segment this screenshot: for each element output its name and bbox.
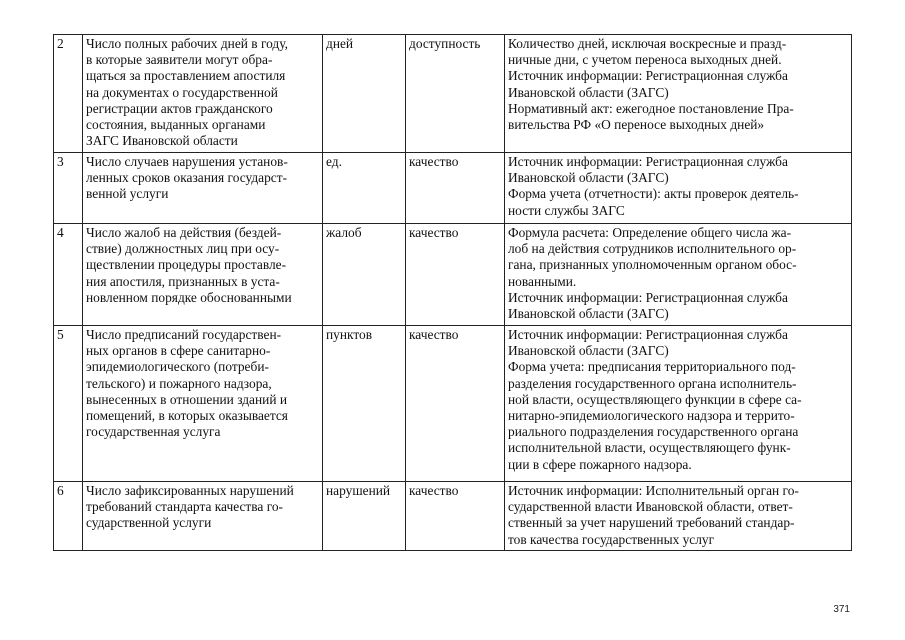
unit-cell: пунктов	[323, 326, 406, 482]
table-row	[54, 482, 852, 551]
row-number: 4	[54, 224, 83, 326]
source-cell: Источник информации: Регистрационная служба Ивановской области (ЗАГС) Форма учета: предписания территориального под- разделения государственного органа исполнитель- ной власти, осуществляющего функции в сфере са- нитарно-эпидемиологического надзора и террито- риального подразделения государственного органа исполнительной власти, осуществляющего функ- ции в сфере пожарного надзора.	[505, 326, 852, 482]
table-row	[54, 153, 852, 224]
indicator-name: Число жалоб на действия (бездей- ствие) должностных лиц при осу- ществлении процедуры проставле- ния апостиля, признанных в уста- новленном порядке обоснованными	[83, 224, 323, 326]
indicator-name: Число полных рабочих дней в году, в которые заявители могут обра- щаться за проставлением апостиля на документах о государственной регистрации актов гражданского состояния, выданных органами ЗАГС Ивановской области	[83, 35, 323, 153]
source-cell: Количество дней, исключая воскресные и празд- ничные дни, с учетом переноса выходных дней. Источник информации: Регистрационная служба Ивановской области (ЗАГС) Нормативный акт: ежегодное постановление Пра- вительства РФ «О переносе выходных дней»	[505, 35, 852, 153]
row-number: 6	[54, 482, 83, 551]
indicators-table	[53, 34, 852, 551]
indicator-type: доступность	[406, 35, 505, 153]
table-row	[54, 224, 852, 326]
source-cell: Формула расчета: Определение общего числа жа- лоб на действия сотрудников исполнительного ор- гана, признанных уполномоченным органом обос- нованными. Источник информации: Регистрационная служба Ивановской области (ЗАГС)	[505, 224, 852, 326]
row-number: 2	[54, 35, 83, 153]
unit-cell: дней	[323, 35, 406, 153]
source-cell: Источник информации: Регистрационная служба Ивановской области (ЗАГС) Форма учета (отчетности): акты проверок деятель- ности службы ЗАГС	[505, 153, 852, 224]
table-row	[54, 326, 852, 482]
unit-cell: жалоб	[323, 224, 406, 326]
page-number: 371	[833, 604, 850, 615]
indicator-type: качество	[406, 482, 505, 551]
source-cell: Источник информации: Исполнительный орган го- сударственной власти Ивановской области, ответ- ственный за учет нарушений требований стандар- тов качества государственных услуг	[505, 482, 852, 551]
indicator-type: качество	[406, 153, 505, 224]
indicator-name: Число случаев нарушения установ- ленных сроков оказания государст- венной услуги	[83, 153, 323, 224]
table-row	[54, 35, 852, 153]
indicator-name: Число зафиксированных нарушений требований стандарта качества го- сударственной услуги	[83, 482, 323, 551]
unit-cell: нарушений	[323, 482, 406, 551]
row-number: 3	[54, 153, 83, 224]
row-number: 5	[54, 326, 83, 482]
indicator-type: качество	[406, 224, 505, 326]
unit-cell: ед.	[323, 153, 406, 224]
indicator-type: качество	[406, 326, 505, 482]
indicator-name: Число предписаний государствен- ных органов в сфере санитарно- эпидемиологического (потреби- тельского) и пожарного надзора, вынесенных в отношении зданий и помещений, в которых оказывается государственная услуга	[83, 326, 323, 482]
